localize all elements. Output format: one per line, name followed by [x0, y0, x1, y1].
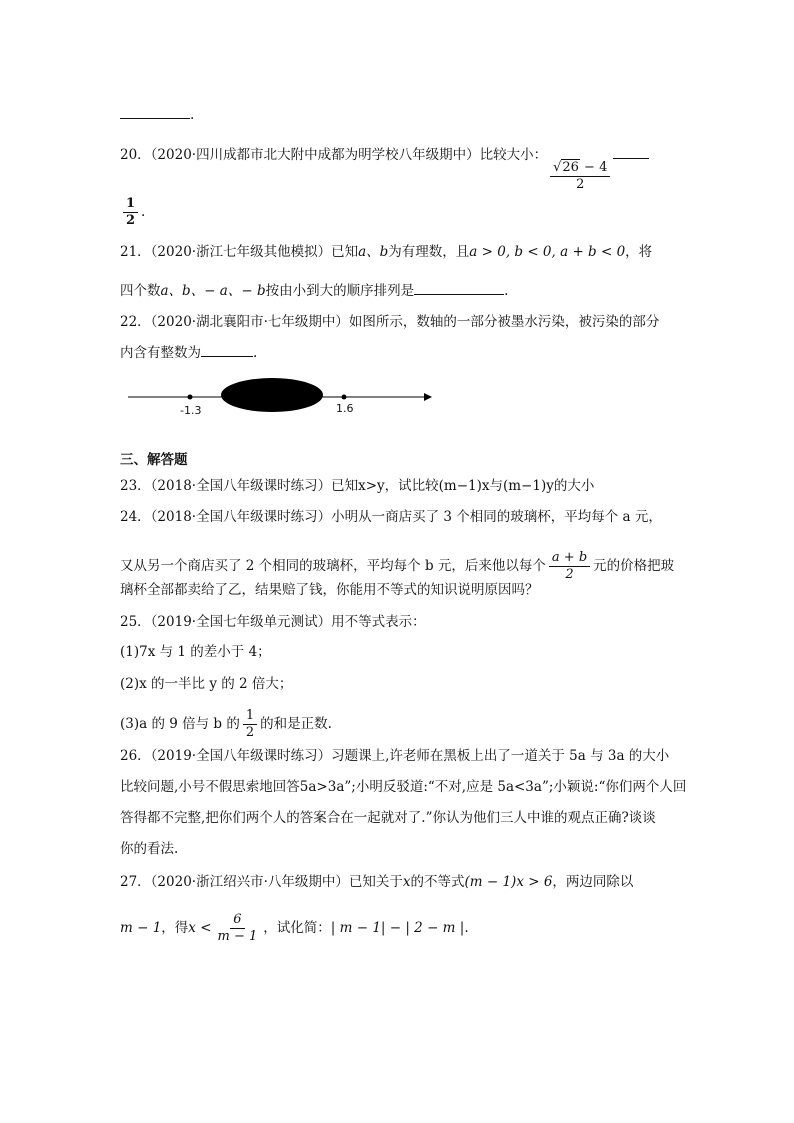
label-right: 1.6	[336, 402, 354, 415]
answer-blank[interactable]	[120, 104, 190, 119]
ink-stain	[221, 378, 323, 412]
answer-blank[interactable]	[613, 144, 649, 159]
question-21-line2: 四个数a、b、− a、− b按由小到大的顺序排列是 .	[120, 280, 508, 301]
answer-blank[interactable]	[414, 280, 504, 295]
fraction: $\frac{√26 - 4}{2}$	[550, 160, 610, 193]
question-23: 23．（2018·全国八年级课时练习）已知x>y，试比较(m−1)x与(m−1)y的大小	[120, 478, 595, 494]
question-26-line3: 答得都不完整,把你们两个人的答案合在一起就对了.”你认为他们三人中谁的观点正确?谈谈	[120, 810, 656, 826]
question-25-line1: 25．（2019·全国七年级单元测试）用不等式表示：	[120, 614, 426, 630]
number-line-figure	[126, 374, 436, 420]
fraction: $\frac{1}{2}$	[243, 708, 257, 741]
question-22-line2: 内含有整数为 .	[120, 342, 257, 363]
point-left	[188, 395, 193, 400]
arrow-head-icon	[424, 393, 432, 401]
question-20: 20．（2020·四川成都市北大附中成都为明学校八年级期中）比较大小： $\frac{√26 - 4}{2}$	[120, 144, 649, 193]
fraction-half: $\frac{1}{2}$	[123, 196, 138, 229]
question-25-item1: (1)7x 与 1 的差小于 4；	[120, 644, 271, 660]
question-26-line2: 比较问题,小号不假思索地回答5a>3a”;小明反驳道:“不对,应是 5a<3a”;小颖说:“你们两个人回	[120, 779, 687, 795]
label-left: -1.3	[180, 404, 202, 417]
fraction: $\frac{6}{m - 1}$	[217, 912, 258, 944]
question-24-line1: 24．（2018·全国八年级课时练习）小明从一商店买了 3 个相同的玻璃杯，平均每个 a 元，	[120, 509, 662, 525]
question-21-line1: 21．（2020·浙江七年级其他模拟）已知a、b为有理数，且a > 0, b < 0, a + b < 0，将	[120, 244, 653, 260]
point-right	[342, 395, 347, 400]
question-24-line3: 璃杯全部都卖给了乙，结果赔了钱，你能用不等式的知识说明原因吗？	[120, 582, 539, 598]
q19-answer-line: .	[120, 104, 194, 125]
question-26-line1: 26．（2019·全国八年级课时练习）习题课上,许老师在黑板上出了一道关于 5a 与 3a 的大小	[120, 748, 670, 764]
question-26-line4: 你的看法.	[120, 841, 179, 857]
question-27-line1: 27．（2020·浙江绍兴市·八年级期中）已知关于x的不等式(m − 1)x > 6，两边同除以	[120, 874, 634, 890]
question-25-item2: (2)x 的一半比 y 的 2 倍大；	[120, 676, 293, 692]
section-heading: 三、解答题	[120, 452, 188, 468]
fraction: $\frac{a + b}{2}$	[549, 550, 590, 583]
question-25-item3: (3)a 的 9 倍与 b 的 $\frac{1}{2}$ 的和是正数.	[120, 708, 332, 740]
question-22-line1: 22．（2020·湖北襄阳市·七年级期中）如图所示，数轴的一部分被墨水污染，被污染的部分	[120, 314, 660, 330]
question-24-line2: 又从另一个商店买了 2 个相同的玻璃杯，平均每个 b 元，后来他以每个 $\frac{a + b}{2}$ 元的价格把玻	[120, 550, 675, 582]
question-27-line2: m − 1，得x < $\frac{6}{m - 1}$ ，试化简：| m − 1| − | 2 − m |.	[120, 912, 469, 944]
answer-blank[interactable]	[201, 342, 253, 357]
question-20-cont: $\frac{1}{2}$ .	[120, 196, 145, 229]
